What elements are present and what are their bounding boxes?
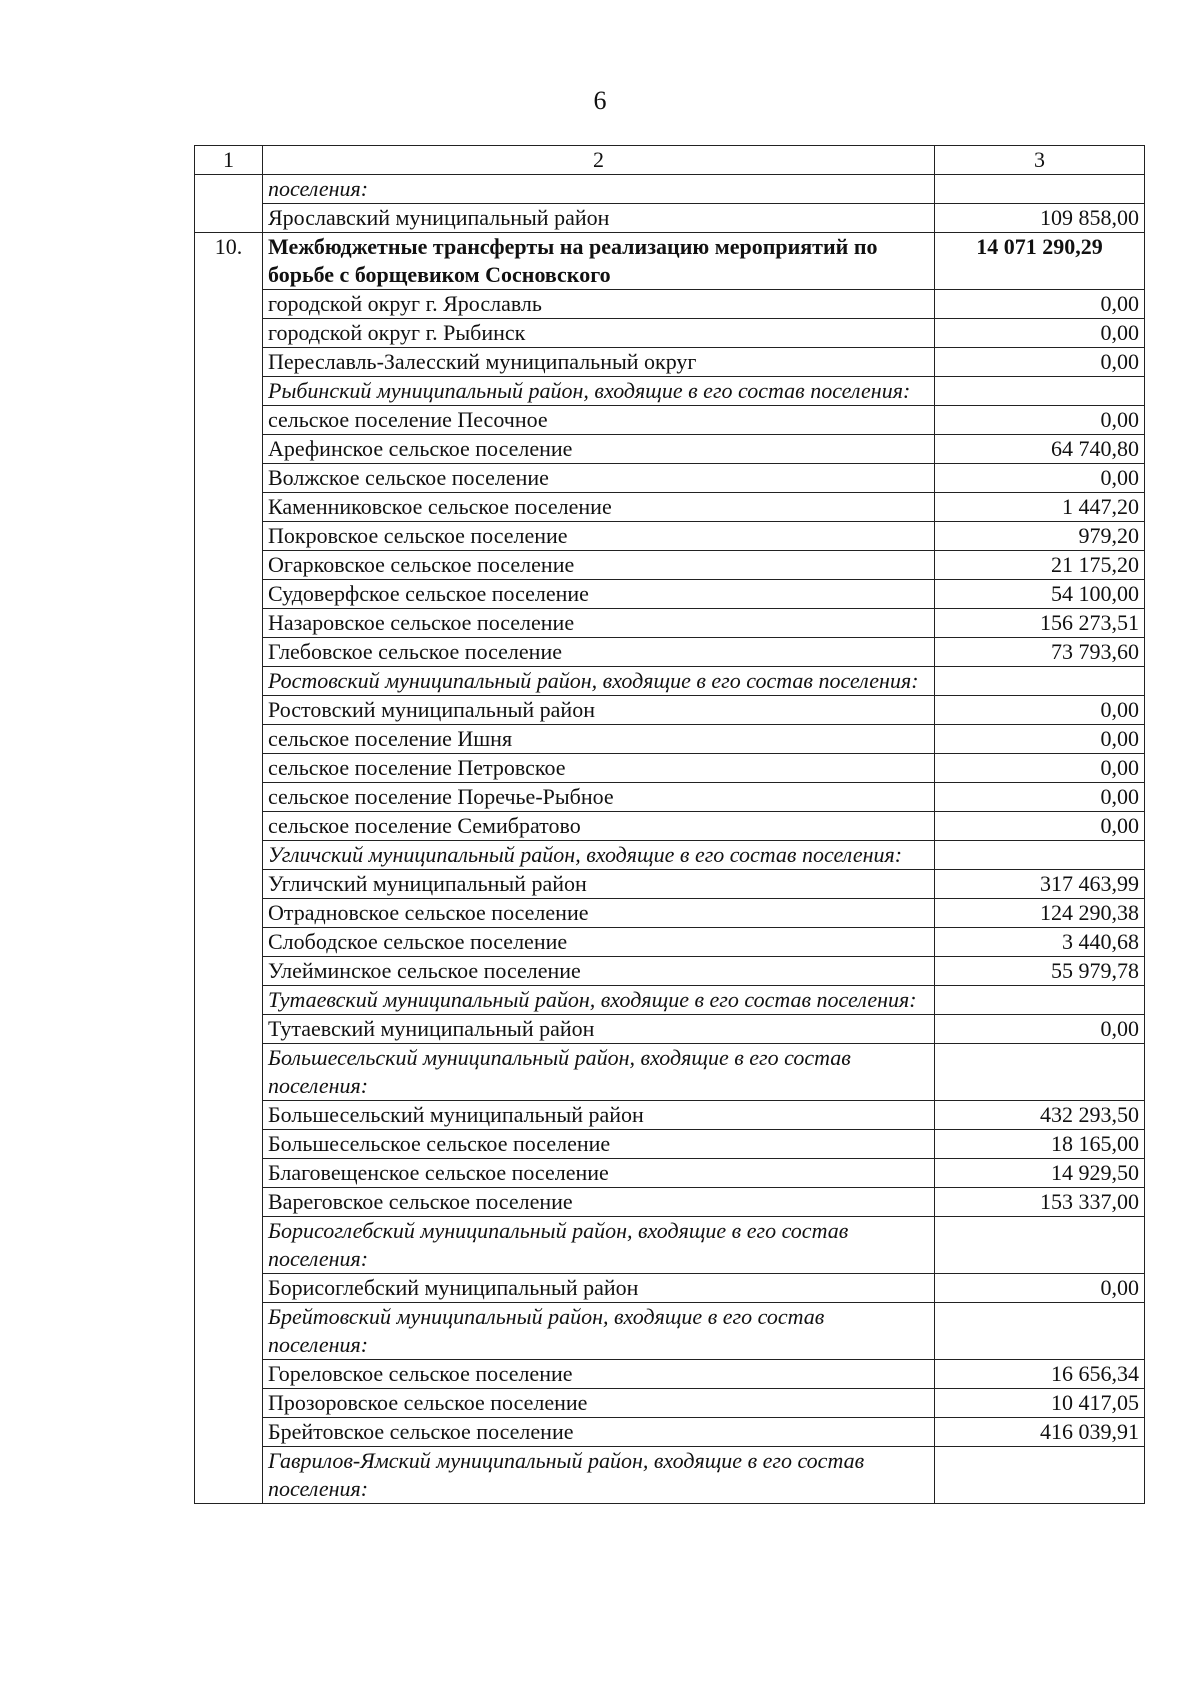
row-number (195, 841, 263, 870)
row-description: Гореловское сельское поселение (263, 1360, 935, 1389)
table-row (195, 1447, 1145, 1504)
row-number (195, 290, 263, 319)
row-number: 10. (195, 233, 263, 290)
row-amount (935, 1447, 1145, 1504)
row-number (195, 493, 263, 522)
row-amount: 0,00 (935, 812, 1145, 841)
table-row (195, 1303, 1145, 1360)
row-description: Ростовский муниципальный район, входящие в его состав поселения: (263, 667, 935, 696)
row-amount: 0,00 (935, 406, 1145, 435)
row-amount: 153 337,00 (935, 1188, 1145, 1217)
row-description: сельское поселение Ишня (263, 725, 935, 754)
row-amount: 0,00 (935, 348, 1145, 377)
row-number (195, 1360, 263, 1389)
row-number (195, 435, 263, 464)
row-description: Глебовское сельское поселение (263, 638, 935, 667)
row-amount: 1 447,20 (935, 493, 1145, 522)
row-amount: 124 290,38 (935, 899, 1145, 928)
table-row (195, 1015, 1145, 1044)
table-row (195, 1360, 1145, 1389)
row-description: поселения: (263, 175, 935, 204)
row-number (195, 870, 263, 899)
row-description: городской округ г. Рыбинск (263, 319, 935, 348)
table-row (195, 1274, 1145, 1303)
table-row (195, 638, 1145, 667)
row-number (195, 1015, 263, 1044)
row-amount (935, 986, 1145, 1015)
row-amount: 979,20 (935, 522, 1145, 551)
row-number (195, 638, 263, 667)
table-row (195, 870, 1145, 899)
row-amount (935, 377, 1145, 406)
table-row (195, 841, 1145, 870)
table-row (195, 377, 1145, 406)
row-number (195, 1130, 263, 1159)
row-number (195, 1447, 263, 1504)
table-row (195, 725, 1145, 754)
row-amount (935, 1303, 1145, 1360)
row-description: Благовещенское сельское поселение (263, 1159, 935, 1188)
row-amount (935, 175, 1145, 204)
row-number (195, 1159, 263, 1188)
row-amount: 55 979,78 (935, 957, 1145, 986)
table-row (195, 1418, 1145, 1447)
row-amount: 0,00 (935, 1274, 1145, 1303)
table-row (195, 580, 1145, 609)
row-amount: 432 293,50 (935, 1101, 1145, 1130)
row-description: сельское поселение Петровское (263, 754, 935, 783)
row-number (195, 1389, 263, 1418)
table-row (195, 899, 1145, 928)
table-body (195, 146, 1145, 1504)
row-amount: 0,00 (935, 464, 1145, 493)
header-col-2: 2 (263, 146, 935, 175)
row-number (195, 551, 263, 580)
row-amount: 54 100,00 (935, 580, 1145, 609)
table-row (195, 1130, 1145, 1159)
table-row (195, 1188, 1145, 1217)
row-number (195, 986, 263, 1015)
row-amount: 416 039,91 (935, 1418, 1145, 1447)
row-number (195, 204, 263, 233)
row-description: Гаврилов-Ямский муниципальный район, входящие в его состав поселения: (263, 1447, 935, 1504)
row-description: Тутаевский муниципальный район (263, 1015, 935, 1044)
row-number (195, 696, 263, 725)
table-row (195, 696, 1145, 725)
table-row (195, 522, 1145, 551)
table-row (195, 1159, 1145, 1188)
row-description: Ярославский муниципальный район (263, 204, 935, 233)
row-amount: 156 273,51 (935, 609, 1145, 638)
table-row (195, 1389, 1145, 1418)
table-row (195, 754, 1145, 783)
header-col-3: 3 (935, 146, 1145, 175)
row-amount: 3 440,68 (935, 928, 1145, 957)
row-number (195, 1418, 263, 1447)
header-col-1: 1 (195, 146, 263, 175)
row-description: Отрадновское сельское поселение (263, 899, 935, 928)
row-amount (935, 841, 1145, 870)
row-number (195, 928, 263, 957)
table-row (195, 551, 1145, 580)
row-amount: 0,00 (935, 290, 1145, 319)
row-number (195, 899, 263, 928)
row-amount: 14 071 290,29 (935, 233, 1145, 290)
row-amount: 10 417,05 (935, 1389, 1145, 1418)
row-description: сельское поселение Семибратово (263, 812, 935, 841)
row-amount: 0,00 (935, 725, 1145, 754)
row-number (195, 319, 263, 348)
table-row (195, 1044, 1145, 1101)
row-amount: 21 175,20 (935, 551, 1145, 580)
row-description: Вареговское сельское поселение (263, 1188, 935, 1217)
row-description: Тутаевский муниципальный район, входящие в его состав поселения: (263, 986, 935, 1015)
row-amount (935, 1217, 1145, 1274)
row-number (195, 406, 263, 435)
row-amount: 73 793,60 (935, 638, 1145, 667)
table-row (195, 986, 1145, 1015)
row-number (195, 580, 263, 609)
table-row (195, 1101, 1145, 1130)
row-amount: 14 929,50 (935, 1159, 1145, 1188)
row-amount: 109 858,00 (935, 204, 1145, 233)
table-row (195, 1217, 1145, 1274)
row-number (195, 667, 263, 696)
row-number (195, 1044, 263, 1101)
row-description: сельское поселение Песочное (263, 406, 935, 435)
row-number (195, 1274, 263, 1303)
table-row (195, 290, 1145, 319)
row-amount: 317 463,99 (935, 870, 1145, 899)
table-row (195, 175, 1145, 204)
row-description: Волжское сельское поселение (263, 464, 935, 493)
row-description: Огарковское сельское поселение (263, 551, 935, 580)
row-description: Угличский муниципальный район, входящие в его состав поселения: (263, 841, 935, 870)
row-description: Межбюджетные трансферты на реализацию мероприятий по борьбе с борщевиком Сосновского (263, 233, 935, 290)
row-number (195, 783, 263, 812)
table-row (195, 667, 1145, 696)
row-number (195, 1188, 263, 1217)
row-number (195, 725, 263, 754)
row-description: Судоверфское сельское поселение (263, 580, 935, 609)
row-description: Угличский муниципальный район (263, 870, 935, 899)
row-description: Брейтовский муниципальный район, входящие в его состав поселения: (263, 1303, 935, 1360)
row-description: Слободское сельское поселение (263, 928, 935, 957)
row-description: Арефинское сельское поселение (263, 435, 935, 464)
table-row (195, 319, 1145, 348)
table-row (195, 233, 1145, 290)
row-amount: 18 165,00 (935, 1130, 1145, 1159)
row-number (195, 957, 263, 986)
row-description: Борисоглебский муниципальный район (263, 1274, 935, 1303)
table-row (195, 928, 1145, 957)
row-amount (935, 667, 1145, 696)
row-number (195, 1217, 263, 1274)
row-description: Каменниковское сельское поселение (263, 493, 935, 522)
row-number (195, 812, 263, 841)
row-number (195, 464, 263, 493)
row-description: Переславль-Залесский муниципальный округ (263, 348, 935, 377)
row-amount: 0,00 (935, 319, 1145, 348)
budget-table (194, 145, 1145, 1504)
row-amount: 0,00 (935, 783, 1145, 812)
row-amount: 64 740,80 (935, 435, 1145, 464)
table-row (195, 435, 1145, 464)
row-number (195, 754, 263, 783)
row-number (195, 609, 263, 638)
row-number (195, 1303, 263, 1360)
row-description: сельское поселение Поречье-Рыбное (263, 783, 935, 812)
table-row (195, 609, 1145, 638)
row-description: Большесельский муниципальный район, входящие в его состав поселения: (263, 1044, 935, 1101)
row-description: Прозоровское сельское поселение (263, 1389, 935, 1418)
table-row (195, 406, 1145, 435)
table-row (195, 348, 1145, 377)
row-amount: 0,00 (935, 1015, 1145, 1044)
table-row (195, 464, 1145, 493)
page-number: 6 (593, 86, 607, 115)
row-amount: 16 656,34 (935, 1360, 1145, 1389)
row-amount: 0,00 (935, 754, 1145, 783)
table-header-row (195, 146, 1145, 175)
row-description: Назаровское сельское поселение (263, 609, 935, 638)
row-description: Борисоглебский муниципальный район, входящие в его состав поселения: (263, 1217, 935, 1274)
row-number (195, 522, 263, 551)
row-number (195, 175, 263, 204)
row-amount (935, 1044, 1145, 1101)
row-number (195, 348, 263, 377)
table-row (195, 957, 1145, 986)
table-row (195, 812, 1145, 841)
row-description: городской округ г. Ярославль (263, 290, 935, 319)
row-description: Большесельское сельское поселение (263, 1130, 935, 1159)
table-row (195, 204, 1145, 233)
row-number (195, 377, 263, 406)
table-row (195, 783, 1145, 812)
row-description: Большесельский муниципальный район (263, 1101, 935, 1130)
row-description: Улейминское сельское поселение (263, 957, 935, 986)
row-description: Брейтовское сельское поселение (263, 1418, 935, 1447)
row-description: Покровское сельское поселение (263, 522, 935, 551)
row-amount: 0,00 (935, 696, 1145, 725)
row-description: Рыбинский муниципальный район, входящие в его состав поселения: (263, 377, 935, 406)
table-row (195, 493, 1145, 522)
row-number (195, 1101, 263, 1130)
row-description: Ростовский муниципальный район (263, 696, 935, 725)
